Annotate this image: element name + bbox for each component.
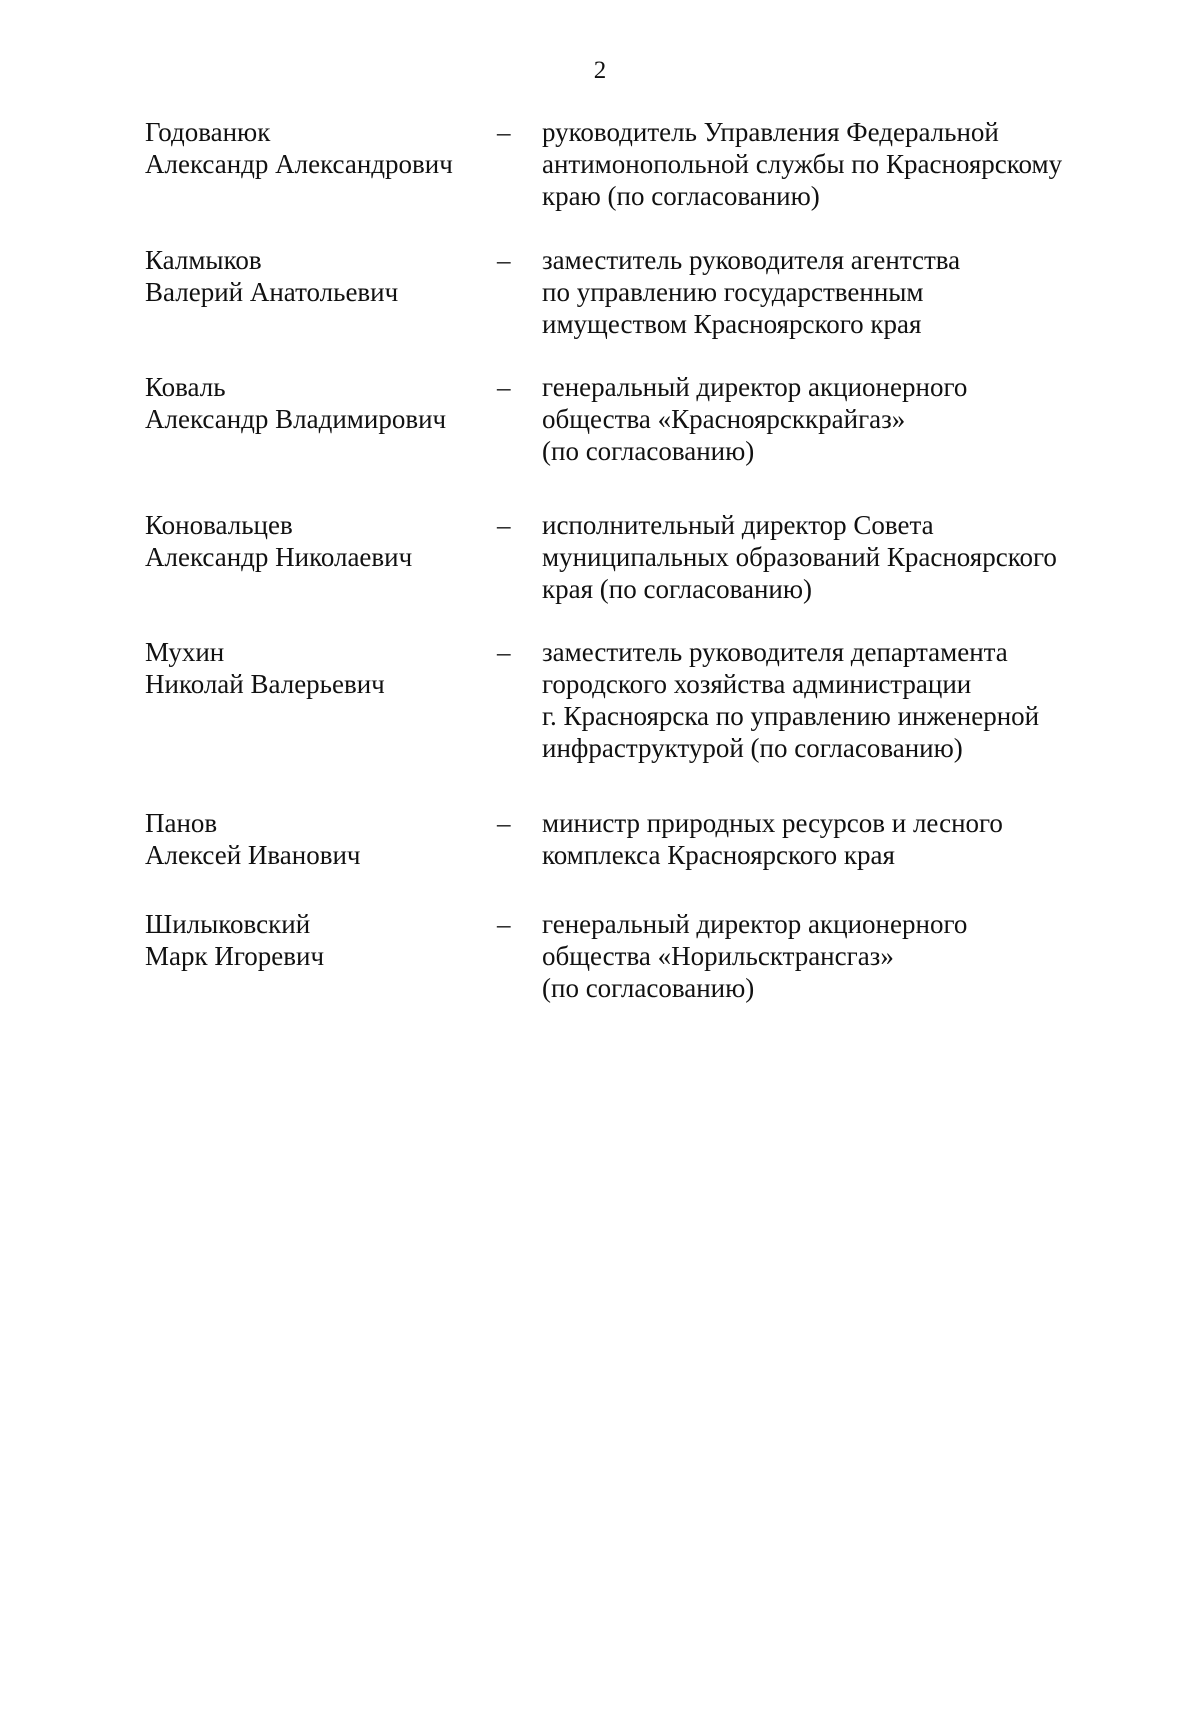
member-surname: Коваль (145, 372, 226, 402)
member-surname: Мухин (145, 637, 225, 667)
member-name (145, 807, 485, 871)
role-line: генеральный директор акционерного (542, 909, 968, 939)
member-surname: Шилыковский (145, 909, 311, 939)
member-given-names: Александр Владимирович (145, 404, 447, 434)
role-line: исполнительный директор Совета (542, 510, 934, 540)
dash-separator: – (497, 808, 511, 838)
member-surname: Панов (145, 808, 218, 838)
dash-separator: – (497, 909, 511, 939)
dash-separator: – (497, 510, 511, 540)
member-role (542, 371, 1102, 467)
role-line: (по согласованию) (542, 436, 755, 466)
member-given-names: Николай Валерьевич (145, 669, 385, 699)
member-name (145, 636, 485, 700)
page-number: 2 (593, 57, 607, 84)
role-line: (по согласованию) (542, 973, 755, 1003)
member-given-names: Александр Александрович (145, 149, 453, 179)
dash-separator: – (497, 245, 511, 275)
member-name (145, 371, 485, 435)
role-line: заместитель руководителя агентства (542, 245, 961, 275)
member-role (542, 509, 1102, 605)
member-surname: Калмыков (145, 245, 262, 275)
member-role (542, 244, 1102, 340)
role-line: антимонопольной службы по Красноярскому (542, 149, 1063, 179)
member-given-names: Александр Николаевич (145, 542, 413, 572)
role-line: имуществом Красноярского края (542, 309, 922, 339)
dash-separator: – (497, 637, 511, 667)
dash-separator: – (497, 117, 511, 147)
member-role (542, 636, 1102, 764)
member-name (145, 244, 485, 308)
role-line: г. Красноярска по управлению инженерной (542, 701, 1040, 731)
member-given-names: Валерий Анатольевич (145, 277, 399, 307)
role-line: комплекса Красноярского края (542, 840, 895, 870)
member-name (145, 908, 485, 972)
member-surname: Коновальцев (145, 510, 293, 540)
role-line: инфраструктурой (по согласованию) (542, 733, 963, 763)
dash-separator: – (497, 372, 511, 402)
role-line: министр природных ресурсов и лесного (542, 808, 1003, 838)
member-given-names: Алексей Иванович (145, 840, 361, 870)
member-given-names: Марк Игоревич (145, 941, 325, 971)
role-line: по управлению государственным (542, 277, 924, 307)
member-name (145, 509, 485, 573)
role-line: общества «Норильсктрансгаз» (542, 941, 894, 971)
role-line: краю (по согласованию) (542, 181, 820, 211)
role-line: заместитель руководителя департамента (542, 637, 1008, 667)
member-role (542, 116, 1102, 212)
role-line: края (по согласованию) (542, 574, 813, 604)
role-line: общества «Красноярсккрайгаз» (542, 404, 906, 434)
role-line: руководитель Управления Федеральной (542, 117, 999, 147)
role-line: муниципальных образований Красноярского (542, 542, 1057, 572)
role-line: городского хозяйства администрации (542, 669, 972, 699)
member-role (542, 807, 1102, 871)
member-role (542, 908, 1102, 1004)
role-line: генеральный директор акционерного (542, 372, 968, 402)
member-name (145, 116, 485, 180)
member-surname: Годованюк (145, 117, 271, 147)
